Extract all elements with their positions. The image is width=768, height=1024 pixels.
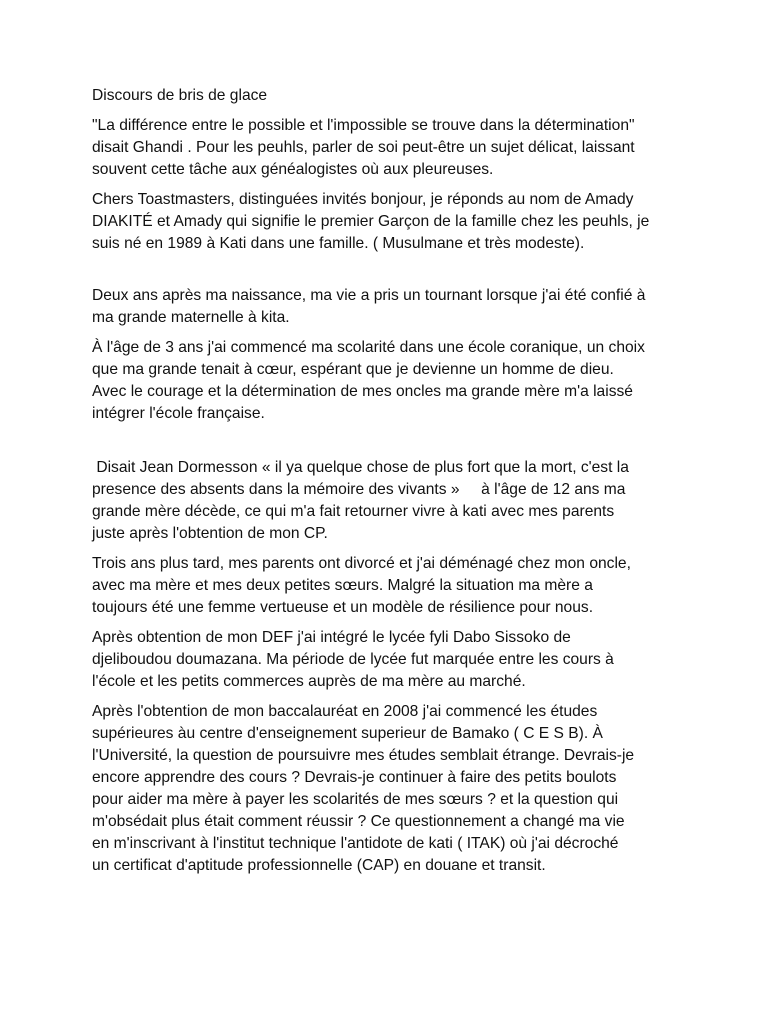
document-title	[92, 85, 692, 107]
paragraph-line: juste après l'obtention de mon CP.	[92, 525, 328, 542]
paragraph-line: encore apprendre des cours ? Devrais-je continuer à faire des petits boulots	[92, 769, 617, 786]
paragraph-line: presence des absents dans la mémoire des vivants » à l'âge de 12 ans ma	[92, 481, 626, 498]
paragraph-line: "La différence entre le possible et l'impossible se trouve dans la détermination"	[92, 117, 635, 134]
paragraph-line: Disait Jean Dormesson « il ya quelque chose de plus fort que la mort, c'est la	[92, 459, 629, 476]
blank-line-spacer	[92, 433, 692, 457]
paragraph-line: intégrer l'école française.	[92, 405, 265, 422]
paragraph-line: que ma grande tenait à cœur, espérant que je devienne un homme de dieu.	[92, 361, 614, 378]
paragraph-line: m'obsédait plus était comment réussir ? Ce questionnement a changé ma vie	[92, 813, 625, 830]
paragraph-dormesson-quote	[92, 457, 692, 545]
paragraph-line: disait Ghandi . Pour les peuhls, parler de soi peut-être un sujet délicat, laissant	[92, 139, 635, 156]
paragraph-line: en m'inscrivant à l'institut technique l'antidote de kati ( ITAK) où j'ai décroché	[92, 835, 619, 852]
paragraph-introduction	[92, 189, 692, 255]
paragraph-line: pour aider ma mère à payer les scolarités de mes sœurs ? et la question qui	[92, 791, 619, 808]
blank-line-spacer	[92, 263, 692, 285]
paragraph-university	[92, 701, 692, 877]
paragraph-quote-ghandi	[92, 115, 692, 181]
paragraph-line: ma grande maternelle à kita.	[92, 309, 290, 326]
paragraph-line: un certificat d'aptitude professionnelle (CAP) en douane et transit.	[92, 857, 546, 874]
paragraph-early-life	[92, 285, 692, 329]
paragraph-line: l'école et les petits commerces auprès de ma mère au marché.	[92, 673, 526, 690]
paragraph-line: l'Université, la question de poursuivre mes études semblait étrange. Devrais-je	[92, 747, 635, 764]
paragraph-lycee	[92, 627, 692, 693]
paragraph-line: avec ma mère et mes deux petites sœurs. Malgré la situation ma mère a	[92, 577, 593, 594]
paragraph-line: DIAKITÉ et Amady qui signifie le premier Garçon de la famille chez les peuhls, je	[92, 213, 650, 230]
paragraph-line: toujours été une femme vertueuse et un modèle de résilience pour nous.	[92, 599, 594, 616]
paragraph-line: suis né en 1989 à Kati dans une famille. ( Musulmane et très modeste).	[92, 235, 585, 252]
paragraph-line: djeliboudou doumazana. Ma période de lycée fut marquée entre les cours à	[92, 651, 614, 668]
document-body	[92, 85, 692, 885]
paragraph-line: Deux ans après ma naissance, ma vie a pris un tournant lorsque j'ai été confié à	[92, 287, 646, 304]
paragraph-line: souvent cette tâche aux généalogistes où aux pleureuses.	[92, 161, 494, 178]
paragraph-divorce	[92, 553, 692, 619]
title-text: Discours de bris de glace	[92, 87, 268, 104]
paragraph-line: Avec le courage et la détermination de mes oncles ma grande mère m'a laissé	[92, 383, 633, 400]
paragraph-line: Trois ans plus tard, mes parents ont divorcé et j'ai déménagé chez mon oncle,	[92, 555, 631, 572]
paragraph-line: À l'âge de 3 ans j'ai commencé ma scolarité dans une école coranique, un choix	[92, 339, 645, 356]
paragraph-line: Après obtention de mon DEF j'ai intégré le lycée fyli Dabo Sissoko de	[92, 629, 571, 646]
paragraph-line: Chers Toastmasters, distinguées invités bonjour, je réponds au nom de Amady	[92, 191, 634, 208]
paragraph-line: Après l'obtention de mon baccalauréat en 2008 j'ai commencé les études	[92, 703, 598, 720]
paragraph-line: grande mère décède, ce qui m'a fait retourner vivre à kati avec mes parents	[92, 503, 615, 520]
paragraph-line: supérieures àu centre d'enseignement superieur de Bamako ( C E S B). À	[92, 725, 603, 742]
paragraph-schooling	[92, 337, 692, 425]
